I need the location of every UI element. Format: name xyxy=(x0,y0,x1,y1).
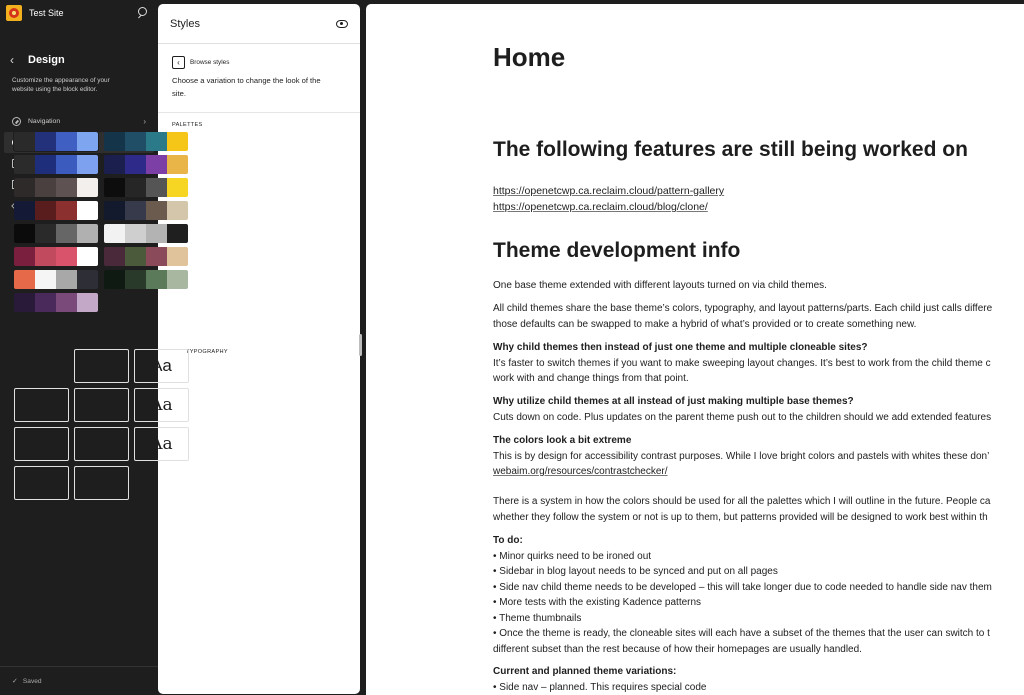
typography-option[interactable]: Aa xyxy=(134,427,189,461)
palette-option[interactable] xyxy=(14,293,98,312)
color-swatch xyxy=(167,178,188,197)
color-swatch xyxy=(104,178,125,197)
palette-option[interactable] xyxy=(14,247,98,266)
color-swatch xyxy=(125,247,146,266)
variations-list: Current and planned theme variations: • Side nav – planned. This requires special code xyxy=(493,664,706,695)
palette-option[interactable] xyxy=(104,132,188,151)
contrast-checker-link[interactable]: webaim.org/resources/contrastchecker/ xyxy=(493,466,668,477)
color-swatch xyxy=(146,155,167,174)
faq-item: Why utilize child themes at all instead of just making multiple base themes? Cuts down on code. Plus updates on the parent theme push out to the children should we add extended features xyxy=(493,396,992,423)
page-title: Home xyxy=(493,42,566,72)
palette-option[interactable] xyxy=(14,155,98,174)
list-item: • More tests with the existing Kadence patterns xyxy=(493,597,702,608)
site-header xyxy=(0,0,158,26)
check-icon: ✓ xyxy=(12,678,18,685)
palette-option[interactable] xyxy=(104,224,188,243)
save-status xyxy=(0,666,158,695)
color-swatch xyxy=(146,178,167,197)
styles-description: Choose a variation to change the look of the site. xyxy=(172,76,321,98)
color-swatch xyxy=(77,178,98,197)
color-swatch xyxy=(146,270,167,289)
palette-option[interactable] xyxy=(14,132,98,151)
list-item: different subset than the rest because of how their homepages are usually handled. xyxy=(493,643,862,655)
list-item: • Side nav – planned. This requires special code xyxy=(493,681,707,693)
palette-option[interactable] xyxy=(104,270,188,289)
color-swatch xyxy=(35,224,56,243)
color-swatch xyxy=(35,201,56,220)
faq-item: Why child themes then instead of just one theme and multiple cloneable sites? It’s faster to switch themes if you want to make sweeping layout changes. It’s best to work from the child theme c work with and change things from that point. xyxy=(493,342,991,384)
typography-option[interactable]: Aa xyxy=(74,349,129,383)
color-swatch xyxy=(56,270,77,289)
color-swatch xyxy=(125,155,146,174)
palette-option[interactable] xyxy=(14,201,98,220)
eye-icon[interactable] xyxy=(336,20,348,28)
color-swatch xyxy=(77,132,98,151)
color-swatch xyxy=(104,155,125,174)
list-item: • Once the theme is ready, the cloneable sites will each have a subset of the themes that the user can switch to t xyxy=(493,628,990,639)
browse-back-button[interactable]: ‹ xyxy=(172,56,185,69)
color-swatch xyxy=(56,178,77,197)
color-swatch xyxy=(167,224,188,243)
palette-option[interactable] xyxy=(104,247,188,266)
typography-option[interactable]: Aa xyxy=(134,349,189,383)
color-swatch xyxy=(77,224,98,243)
color-swatch xyxy=(14,178,35,197)
back-chevron-icon[interactable]: ‹ xyxy=(10,53,14,67)
paragraph: All child themes share the base theme’s colors, typography, and layout patterns/parts. Each child just calls differe those defaults can be swapped to make a hybrid of what’s provided or to create something new. xyxy=(493,303,993,330)
color-swatch xyxy=(14,155,35,174)
navigation-icon xyxy=(12,117,21,126)
sidebar-title: Design xyxy=(28,54,65,66)
list-item: • Theme thumbnails xyxy=(493,612,582,624)
list-item: • Sidebar in blog layout needs to be synced and put on all pages xyxy=(493,566,778,577)
color-swatch xyxy=(125,178,146,197)
color-swatch xyxy=(125,132,146,151)
design-header xyxy=(0,53,158,67)
color-swatch xyxy=(77,247,98,266)
color-swatch xyxy=(56,201,77,220)
palette-option[interactable] xyxy=(14,224,98,243)
color-swatch xyxy=(125,270,146,289)
typography-option[interactable]: Aa xyxy=(74,466,129,500)
color-swatch xyxy=(104,224,125,243)
heading-theme-dev: Theme development info xyxy=(493,239,741,262)
color-swatch xyxy=(167,132,188,151)
palette-option[interactable] xyxy=(104,155,188,174)
color-swatch xyxy=(146,201,167,220)
palette-grid xyxy=(14,132,192,312)
color-swatch xyxy=(56,155,77,174)
color-swatch xyxy=(56,224,77,243)
typography-label: TYPOGRAPHY xyxy=(186,349,228,355)
styles-panel-header xyxy=(158,4,360,44)
color-swatch xyxy=(167,247,188,266)
typography-option[interactable]: Aa xyxy=(74,427,129,461)
design-sidebar xyxy=(0,0,158,695)
link-blog-clone[interactable]: https://openetcwp.ca.reclaim.cloud/blog/clone/ xyxy=(493,201,708,213)
color-swatch xyxy=(146,132,167,151)
sidebar-item-navigation[interactable]: Navigation › xyxy=(4,111,154,132)
color-swatch xyxy=(104,270,125,289)
color-swatch xyxy=(77,201,98,220)
color-swatch xyxy=(14,270,35,289)
color-swatch xyxy=(56,293,77,312)
site-logo-icon[interactable] xyxy=(6,5,22,21)
browse-styles-row xyxy=(172,56,360,69)
typography-option[interactable]: Aa xyxy=(134,388,189,422)
color-swatch xyxy=(14,132,35,151)
color-swatch xyxy=(35,155,56,174)
typography-option[interactable]: Aa xyxy=(14,388,69,422)
color-swatch xyxy=(35,247,56,266)
search-icon[interactable] xyxy=(134,4,152,22)
list-item: • Side nav child theme needs to be developed – this will take longer due to code needed to handle side nav them xyxy=(493,581,992,593)
color-swatch xyxy=(146,247,167,266)
typography-option[interactable]: Aa xyxy=(14,466,69,500)
color-swatch xyxy=(167,155,188,174)
color-swatch xyxy=(167,201,188,220)
typography-grid xyxy=(14,349,188,500)
color-swatch xyxy=(104,132,125,151)
site-title[interactable]: Test Site xyxy=(29,8,64,18)
palette-option[interactable] xyxy=(104,201,188,220)
typography-option[interactable]: Aa xyxy=(74,388,129,422)
todo-list: To do: • Minor quirks need to be ironed out • Sidebar in blog layout needs to be synced and put on all pages • Side nav child theme needs to be developed – this will take longer due to code needed to handle side nav them • More tests with the existing Kadence patterns • Theme thumbnails • Once the theme is ready, the cloneable sites will each have a subset of the themes that the user can switch to t different subset than the rest because of how their homepages are usually handled. xyxy=(493,533,992,657)
color-swatch xyxy=(14,293,35,312)
color-swatch xyxy=(167,270,188,289)
site-preview xyxy=(366,4,1024,695)
sidebar-description: Customize the appearance of your website using the block editor. xyxy=(12,77,110,93)
chevron-right-icon: › xyxy=(143,117,146,126)
color-swatch xyxy=(77,293,98,312)
browse-styles-label: Browse styles xyxy=(190,59,230,66)
palettes-label: PALETTES xyxy=(172,122,203,128)
color-swatch xyxy=(35,178,56,197)
save-status-label: Saved xyxy=(22,677,42,685)
color-swatch xyxy=(14,224,35,243)
paragraph: There is a system in how the colors should be used for all the palettes which I will outline in the future. People ca whether they follow the system or not is up to them, but patterns provided will be designed to work best within th xyxy=(493,496,991,523)
color-swatch xyxy=(14,247,35,266)
typography-option[interactable]: Aa xyxy=(14,349,69,383)
typography-option[interactable]: Aa xyxy=(14,427,69,461)
heading-features: The following features are still being worked on xyxy=(493,138,968,161)
color-swatch xyxy=(14,201,35,220)
color-swatch xyxy=(104,247,125,266)
styles-panel-title: Styles xyxy=(170,17,200,30)
paragraph: One base theme extended with different layouts turned on via child themes. xyxy=(493,280,827,291)
color-swatch xyxy=(35,293,56,312)
color-swatch xyxy=(35,270,56,289)
faq-item: The colors look a bit extreme This is by design for accessibility contrast purposes. While I love bright colors and pastels with whites these don’ webaim.org/resources/contrastchecker/ xyxy=(493,433,989,480)
resize-handle[interactable] xyxy=(359,334,362,356)
color-swatch xyxy=(146,224,167,243)
palette-option[interactable] xyxy=(14,178,98,197)
color-swatch xyxy=(77,270,98,289)
palette-option[interactable] xyxy=(104,178,188,197)
color-swatch xyxy=(77,155,98,174)
color-swatch xyxy=(125,224,146,243)
divider xyxy=(158,112,360,113)
color-swatch xyxy=(56,132,77,151)
list-item: • Minor quirks need to be ironed out xyxy=(493,550,652,562)
color-swatch xyxy=(104,201,125,220)
color-swatch xyxy=(125,201,146,220)
palette-option[interactable] xyxy=(14,270,98,289)
color-swatch xyxy=(56,247,77,266)
color-swatch xyxy=(35,132,56,151)
link-pattern-gallery[interactable]: https://openetcwp.ca.reclaim.cloud/pattern-gallery xyxy=(493,185,725,197)
